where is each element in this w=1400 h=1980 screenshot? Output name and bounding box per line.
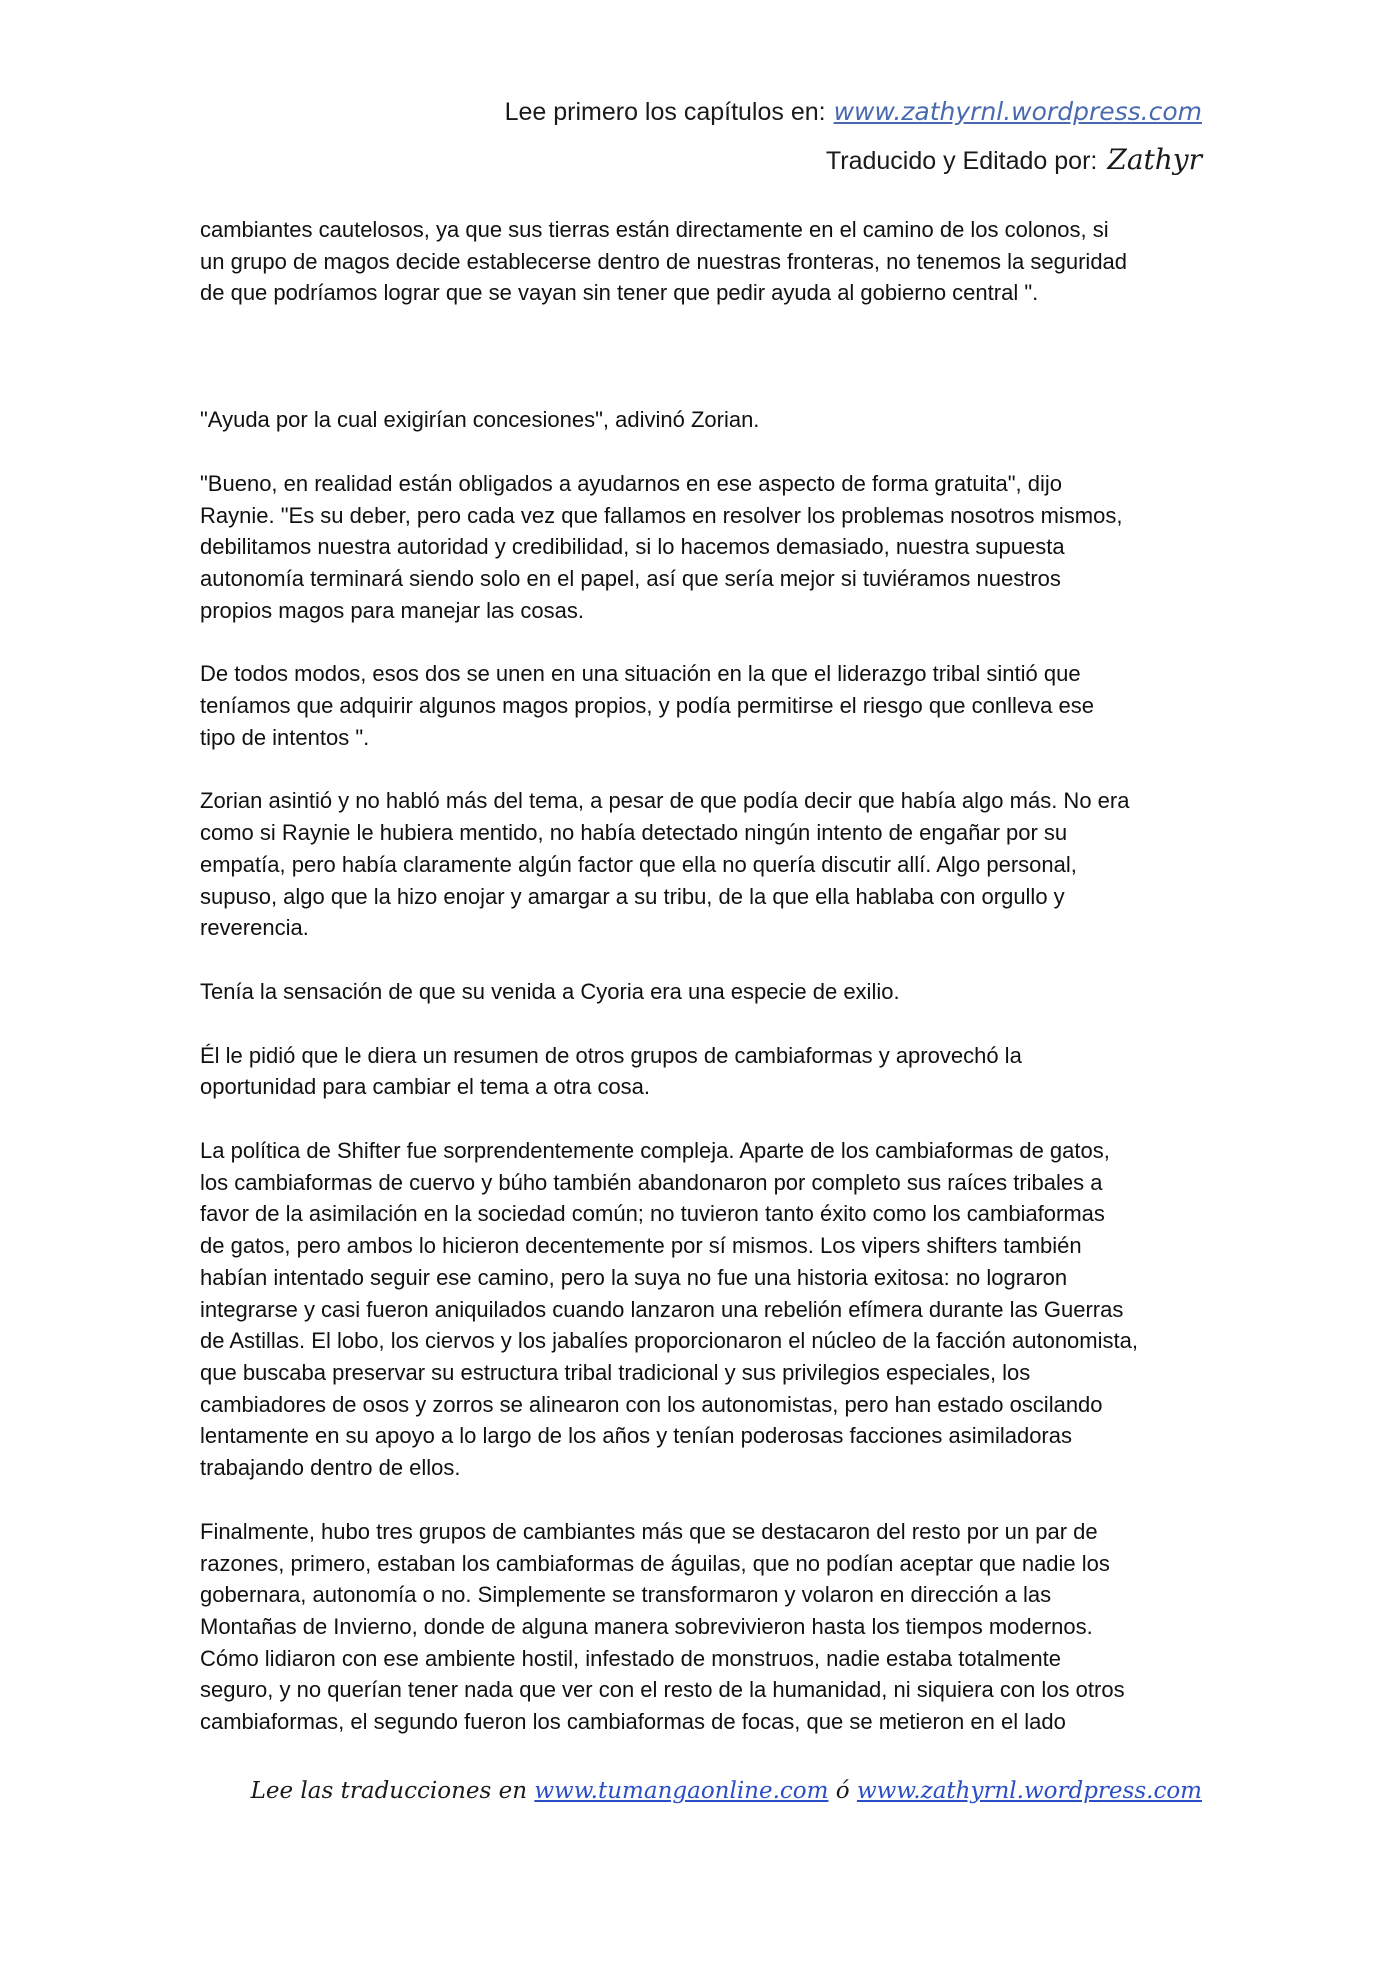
read-first-line bbox=[505, 88, 1202, 136]
paragraph bbox=[200, 976, 1205, 1008]
text-line: los cambiaformas de cuervo y búho también abandonaron por completo sus raíces tribales a bbox=[200, 1169, 1103, 1195]
text-line: autonomía terminará siendo solo en el papel, así que sería mejor si tuviéramos nuestros bbox=[200, 565, 1061, 591]
text-line: La política de Shifter fue sorprendentemente compleja. Aparte de los cambiaformas de gatos, bbox=[200, 1138, 1110, 1164]
text-line: reverencia. bbox=[200, 915, 309, 941]
text-line: supuso, algo que la hizo enojar y amargar a su tribu, de la que ella hablaba con orgullo y bbox=[200, 883, 1065, 909]
text-line: favor de la asimilación en la sociedad común; no tuvieron tanto éxito como los cambiaformas bbox=[200, 1201, 1105, 1227]
text-line: gobernara, autonomía o no. Simplemente se transformaron y volaron en dirección a las bbox=[200, 1582, 1052, 1608]
text-line: que buscaba preservar su estructura tribal tradicional y sus privilegios especiales, los bbox=[200, 1359, 1031, 1385]
text-line: Cómo lidiaron con ese ambiente hostil, infestado de monstruos, nadie estaba totalmente bbox=[200, 1645, 1061, 1671]
page-header bbox=[505, 88, 1202, 185]
text-line: propios magos para manejar las cosas. bbox=[200, 597, 584, 623]
text-line: de que podríamos lograr que se vayan sin tener que pedir ayuda al gobierno central ". bbox=[200, 280, 1039, 306]
footer-link-zathyrnl[interactable]: www.zathyrnl.wordpress.com bbox=[856, 1778, 1202, 1804]
text-line: de gatos, pero ambos lo hicieron decentemente por sí mismos. Los vipers shifters también bbox=[200, 1233, 1082, 1259]
text-line: Zorian asintió y no habló más del tema, a pesar de que podía decir que había algo más. No era bbox=[200, 788, 1130, 814]
text-line: "Ayuda por la cual exigirían concesiones", adivinó Zorian. bbox=[200, 407, 760, 433]
text-line: De todos modos, esos dos se unen en una situación en la que el liderazgo tribal sintió que bbox=[200, 661, 1081, 687]
paragraph bbox=[200, 1516, 1205, 1738]
text-line: Montañas de Invierno, donde de alguna manera sobrevivieron hasta los tiempos modernos. bbox=[200, 1613, 1093, 1639]
text-line: seguro, y no querían tener nada que ver con el resto de la humanidad, ni siquiera con los otros bbox=[200, 1677, 1125, 1703]
text-line: oportunidad para cambiar el tema a otra cosa. bbox=[200, 1074, 651, 1100]
read-first-label: Lee primero los capítulos en: bbox=[504, 98, 826, 126]
text-line: trabajando dentro de ellos. bbox=[200, 1455, 461, 1481]
paragraph bbox=[200, 214, 1205, 309]
text-line: Tenía la sensación de que su venida a Cyoria era una especie de exilio. bbox=[200, 978, 900, 1004]
footer-link-tumangaonline[interactable]: www.tumangaonline.com bbox=[534, 1778, 829, 1804]
text-line: debilitamos nuestra autoridad y credibilidad, si lo hacemos demasiado, nuestra supuesta bbox=[200, 534, 1065, 560]
page-footer bbox=[251, 1778, 1202, 1804]
text-line: cambiaformas, el segundo fueron los cambiaformas de focas, que se metieron en el lado bbox=[200, 1709, 1066, 1735]
text-line: lentamente en su apoyo a lo largo de los años y tenían poderosas facciones asimiladoras bbox=[200, 1423, 1072, 1449]
read-first-link[interactable]: www.zathyrnl.wordpress.com bbox=[833, 97, 1202, 126]
text-line: habían intentado seguir ese camino, pero la suya no fue una historia exitosa: no lograron bbox=[200, 1264, 1068, 1290]
text-line: tipo de intentos ". bbox=[200, 724, 370, 750]
text-line: empatía, pero había claramente algún factor que ella no quería discutir allí. Algo personal, bbox=[200, 851, 1077, 877]
paragraph bbox=[200, 785, 1205, 944]
paragraph bbox=[200, 1040, 1205, 1103]
paragraph bbox=[200, 1135, 1205, 1484]
text-line: integrarse y casi fueron aniquilados cuando lanzaron una rebelión efímera durante las Guerras bbox=[200, 1296, 1124, 1322]
credit-line bbox=[505, 136, 1202, 185]
text-line: razones, primero, estaban los cambiaformas de águilas, que no podían aceptar que nadie los bbox=[200, 1550, 1110, 1576]
text-line: de Astillas. El lobo, los ciervos y los jabalíes proporcionaron el núcleo de la facción autonomista, bbox=[200, 1328, 1138, 1354]
footer-prefix: Lee las traducciones en bbox=[250, 1778, 528, 1804]
credit-label: Traducido y Editado por: bbox=[825, 147, 1098, 175]
paragraph bbox=[200, 658, 1205, 753]
text-line: Él le pidió que le diera un resumen de otros grupos de cambiaformas y aprovechó la bbox=[200, 1042, 1022, 1068]
document-body bbox=[200, 214, 1205, 1770]
footer-separator: ó bbox=[835, 1778, 850, 1804]
text-line: "Bueno, en realidad están obligados a ayudarnos en ese aspecto de forma gratuita", dijo bbox=[200, 470, 1062, 496]
text-line: un grupo de magos decide establecerse dentro de nuestras fronteras, no tenemos la seguridad bbox=[200, 248, 1128, 274]
text-line: Finalmente, hubo tres grupos de cambiantes más que se destacaron del resto por un par de bbox=[200, 1518, 1098, 1544]
text-line: como si Raynie le hubiera mentido, no había detectado ningún intento de engañar por su bbox=[200, 820, 1068, 846]
text-line: cambiantes cautelosos, ya que sus tierras están directamente en el camino de los colonos, si bbox=[200, 217, 1109, 242]
translator-name: Zathyr bbox=[1107, 143, 1202, 176]
text-line: teníamos que adquirir algunos magos propios, y podía permitirse el riesgo que conlleva ese bbox=[200, 693, 1094, 719]
paragraph bbox=[200, 404, 1205, 436]
text-line: cambiadores de osos y zorros se alinearon con los autonomistas, pero han estado oscilando bbox=[200, 1391, 1103, 1417]
text-line: Raynie. "Es su deber, pero cada vez que fallamos en resolver los problemas nosotros mismos, bbox=[200, 502, 1123, 528]
paragraph bbox=[200, 468, 1205, 627]
